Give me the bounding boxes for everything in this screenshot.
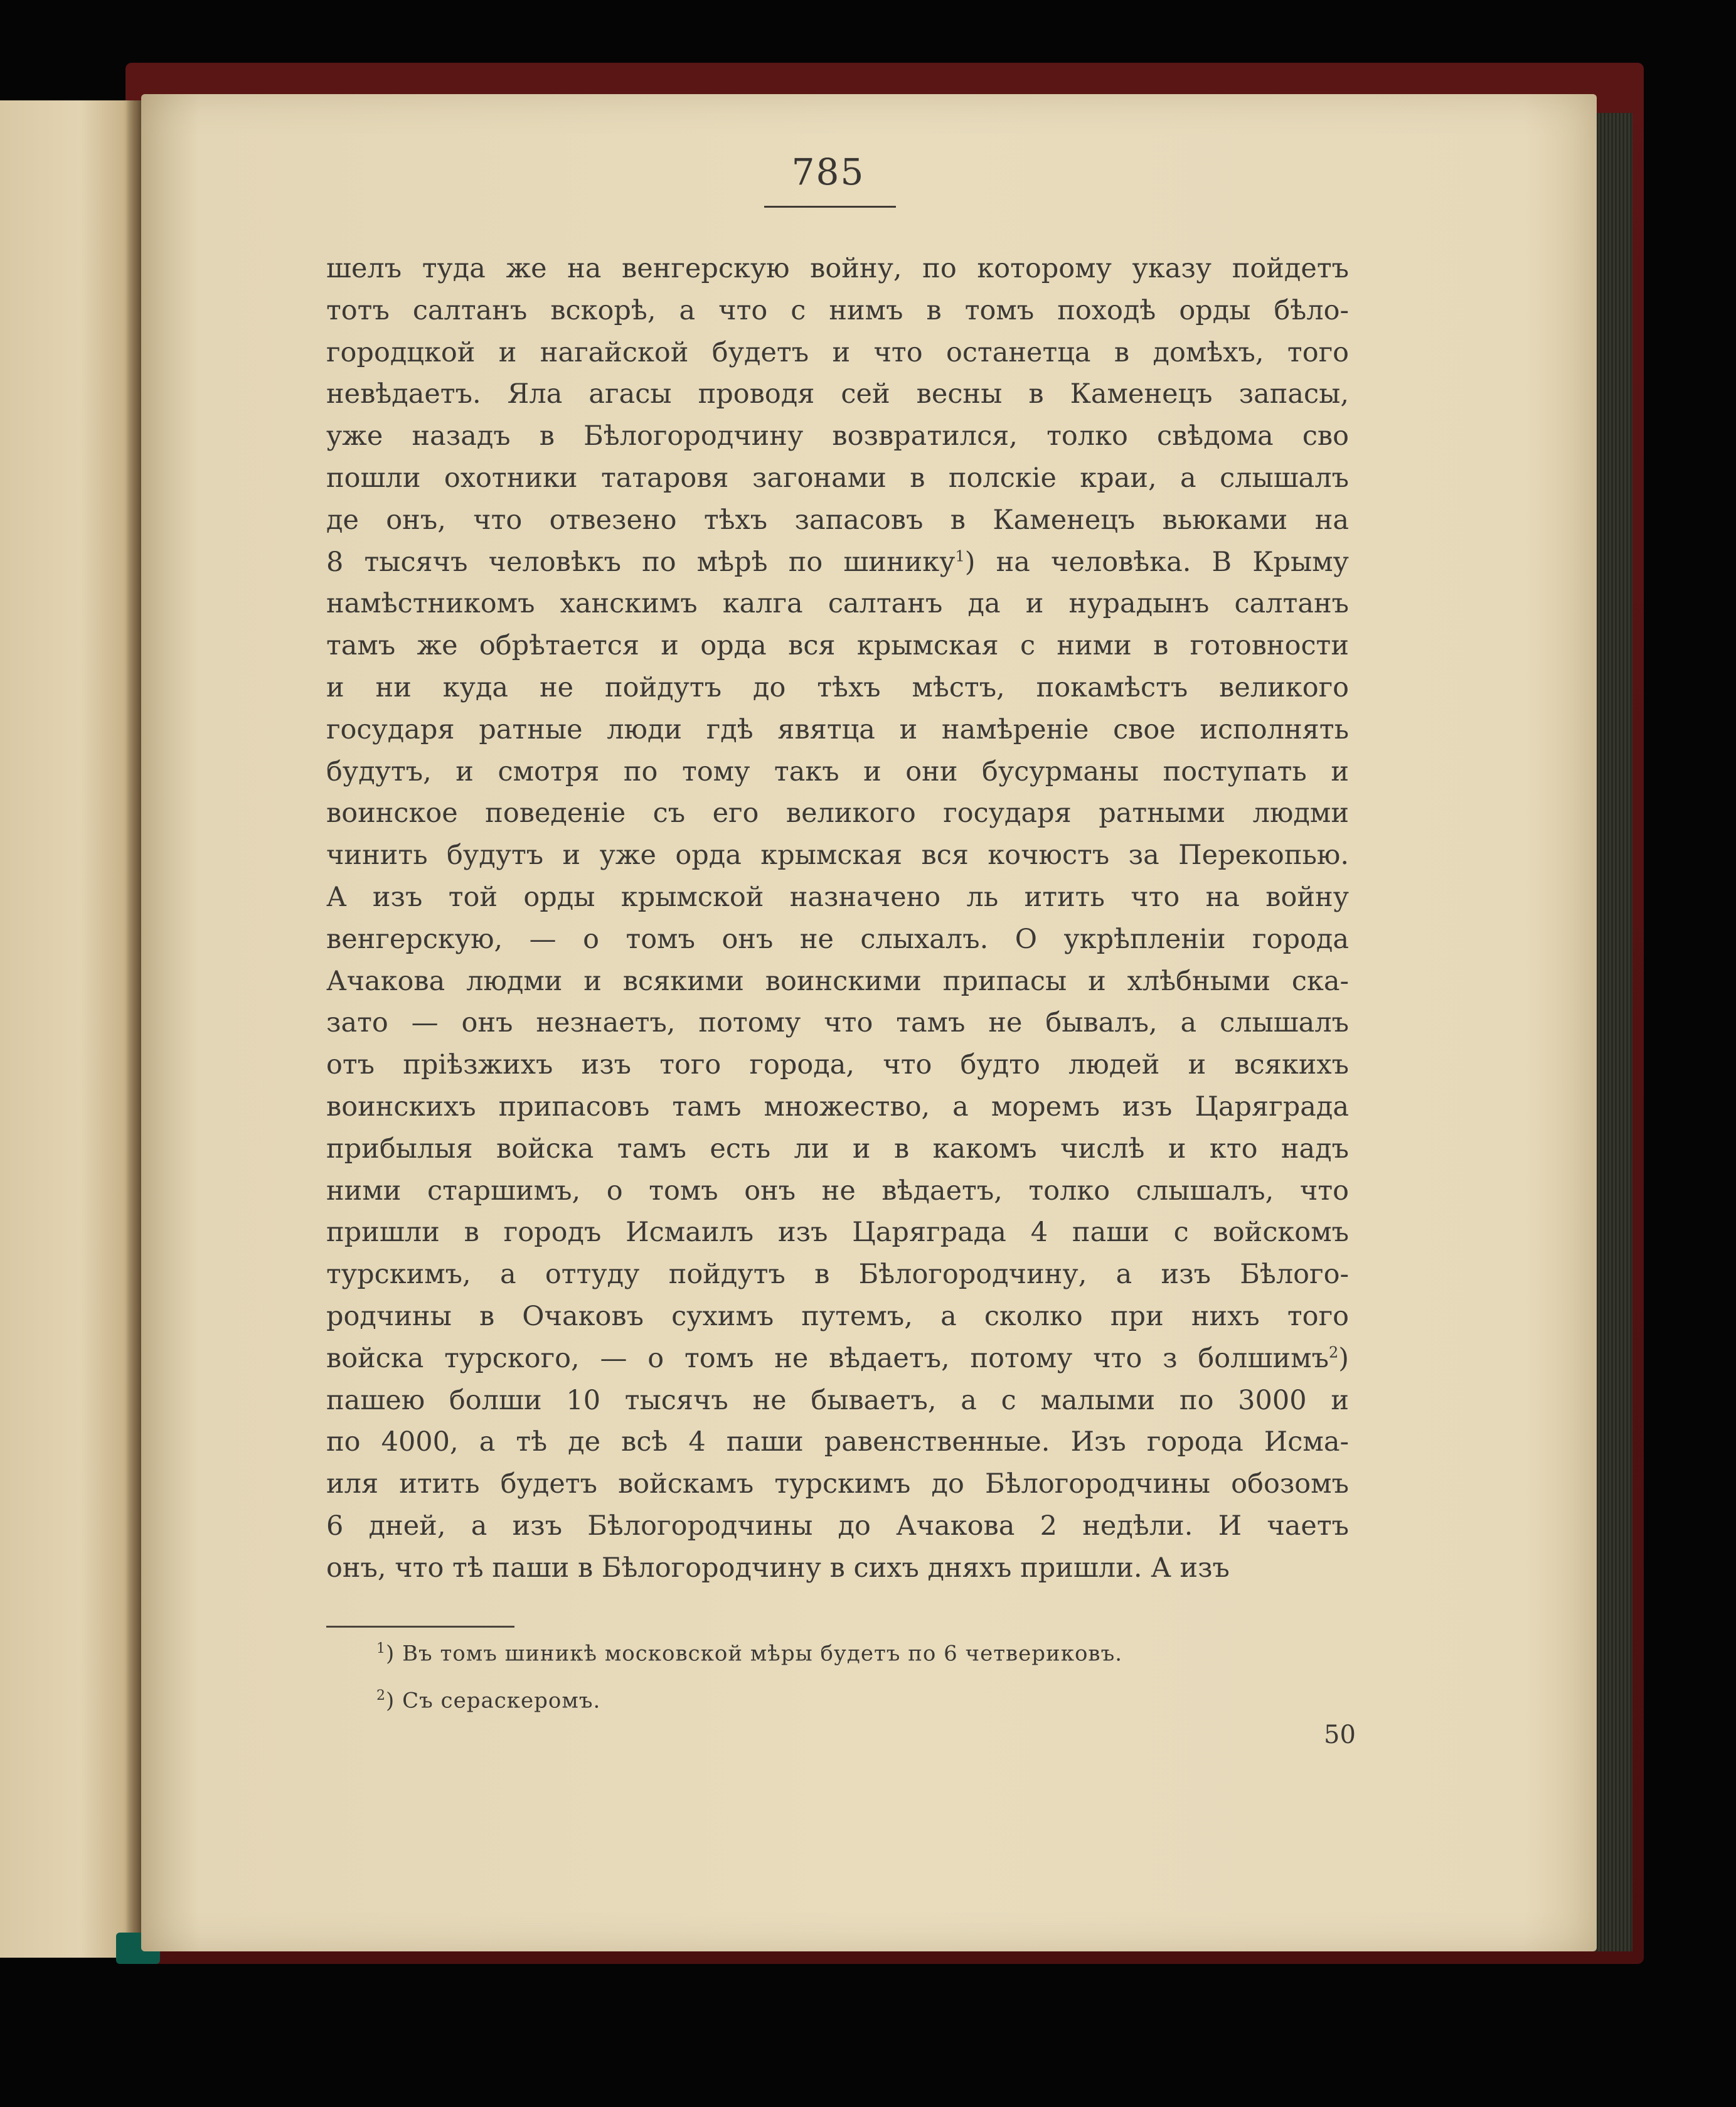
text-line: чинить будутъ и уже орда крымская вся кочюстъ за Перекопью. (326, 840, 1349, 872)
footnote-ref-1: 1 (955, 547, 965, 565)
footnote-mark: 2 (376, 1688, 386, 1704)
page-block-edge (1594, 113, 1632, 1951)
text-line: турскимъ, а оттуду пойдутъ в Бѣлогородчину, а изъ Бѣлогo- (326, 1259, 1349, 1291)
text-line: пашею болши 10 тысячъ не бываетъ, а с малыми по 3000 и (326, 1384, 1349, 1416)
text-line: будутъ, и смотря по тому такъ и они бусурманы поступать и (326, 755, 1349, 787)
text-line: родчины в Очаковъ сухимъ путемъ, а сколко при нихъ того (326, 1300, 1349, 1332)
text-line (326, 1338, 1349, 1380)
text-line-part: ) на человѣка. В Крыму (964, 546, 1349, 578)
footnote-mark: 1 (376, 1641, 386, 1656)
footnote-1 (376, 1641, 1122, 1666)
text-line: зато — онъ незнаетъ, потому что тамъ не бывалъ, а слышалъ (326, 1007, 1349, 1039)
text-line: намѣстникомъ ханскимъ калга салтанъ да и нурадынъ салтанъ (326, 588, 1349, 620)
text-line (326, 541, 1349, 584)
text-line: тотъ салтанъ вскорѣ, а что с нимъ в томъ походѣ орды бѣло- (326, 294, 1349, 326)
text-line: воинскихъ припасовъ тамъ множество, а моремъ изъ Царяграда (326, 1091, 1349, 1123)
text-line-part: войска турского, — о томъ не вѣдаетъ, потому что з болшимъ (326, 1342, 1329, 1374)
page-number-rule (764, 206, 896, 208)
text-line: пошли охотники татаровя загонами в полскіе краи, а слышалъ (326, 462, 1349, 494)
text-line: пришли в городъ Исмаилъ изъ Царяграда 4 паши с войскомъ (326, 1217, 1349, 1249)
text-line: иля итить будетъ войскамъ турскимъ до Бѣлогородчины обозомъ (326, 1468, 1349, 1500)
text-line: городцкой и нагайской будетъ и что останетца в домѣхъ, того (326, 336, 1349, 368)
footnote-2 (376, 1688, 600, 1713)
text-line-part: ) (1338, 1342, 1349, 1374)
text-line: венгерскую, — о томъ онъ не слыхалъ. О укрѣпленіи города (326, 923, 1349, 955)
footnote-text: ) Въ томъ шиникѣ московской мѣры будетъ по 6 четвериковъ. (386, 1641, 1123, 1667)
text-line: Ачакова людми и всякими воинскими припасы и хлѣбными ска- (326, 965, 1349, 997)
text-line: и ни куда не пойдутъ до тѣхъ мѣстъ, покамѣстъ великого (326, 671, 1349, 703)
text-line: шелъ туда же на венгерскую войну, по которому указу пойдетъ (326, 253, 1349, 284)
text-line: воинское поведеніе съ его великого государя ратными людми (326, 797, 1349, 829)
text-line: прибылыя войска тамъ есть ли и в какомъ числѣ и кто надъ (326, 1133, 1349, 1165)
text-line: отъ пріѣзжихъ изъ того города, что будто людей и всякихъ (326, 1049, 1349, 1081)
footnote-rule (326, 1626, 514, 1628)
text-line: онъ, что тѣ паши в Бѣлогородчину в сихъ дняхъ пришли. А изъ (326, 1552, 1230, 1584)
footnote-text: ) Съ сераскеромъ. (386, 1688, 601, 1714)
printer-signature: 50 (1324, 1720, 1356, 1749)
text-line: де онъ, что отвезено тѣхъ запасовъ в Каменецъ вьюками на (326, 504, 1349, 536)
text-line: А изъ той орды крымской назначено ль итить что на войну (326, 881, 1349, 913)
text-line: тамъ же обрѣтается и орда вся крымская с ними в готовности (326, 630, 1349, 662)
text-line-part: 8 тысячъ человѣкъ по мѣрѣ по шинику (326, 546, 956, 578)
previous-page (0, 100, 144, 1958)
footnote-ref-2: 2 (1328, 1343, 1339, 1362)
body-text (326, 248, 1349, 1589)
text-line: уже назадъ в Бѣлогородчину возвратился, толко свѣдома сво (326, 420, 1349, 452)
text-line: по 4000, а тѣ де всѣ 4 паши равенственные. Изъ города Исма- (326, 1426, 1349, 1458)
page-number: 785 (791, 151, 865, 193)
text-line: государя ратные люди гдѣ явятца и намѣреніе свое исполнять (326, 713, 1349, 745)
text-line: ними старшимъ, о томъ онъ не вѣдаетъ, толко слышалъ, что (326, 1175, 1349, 1207)
text-line: невѣдаетъ. Яла агасы проводя сей весны в Каменецъ запасы, (326, 378, 1349, 410)
text-line: 6 дней, а изъ Бѣлогородчины до Ачакова 2 недѣли. И чаетъ (326, 1510, 1349, 1542)
